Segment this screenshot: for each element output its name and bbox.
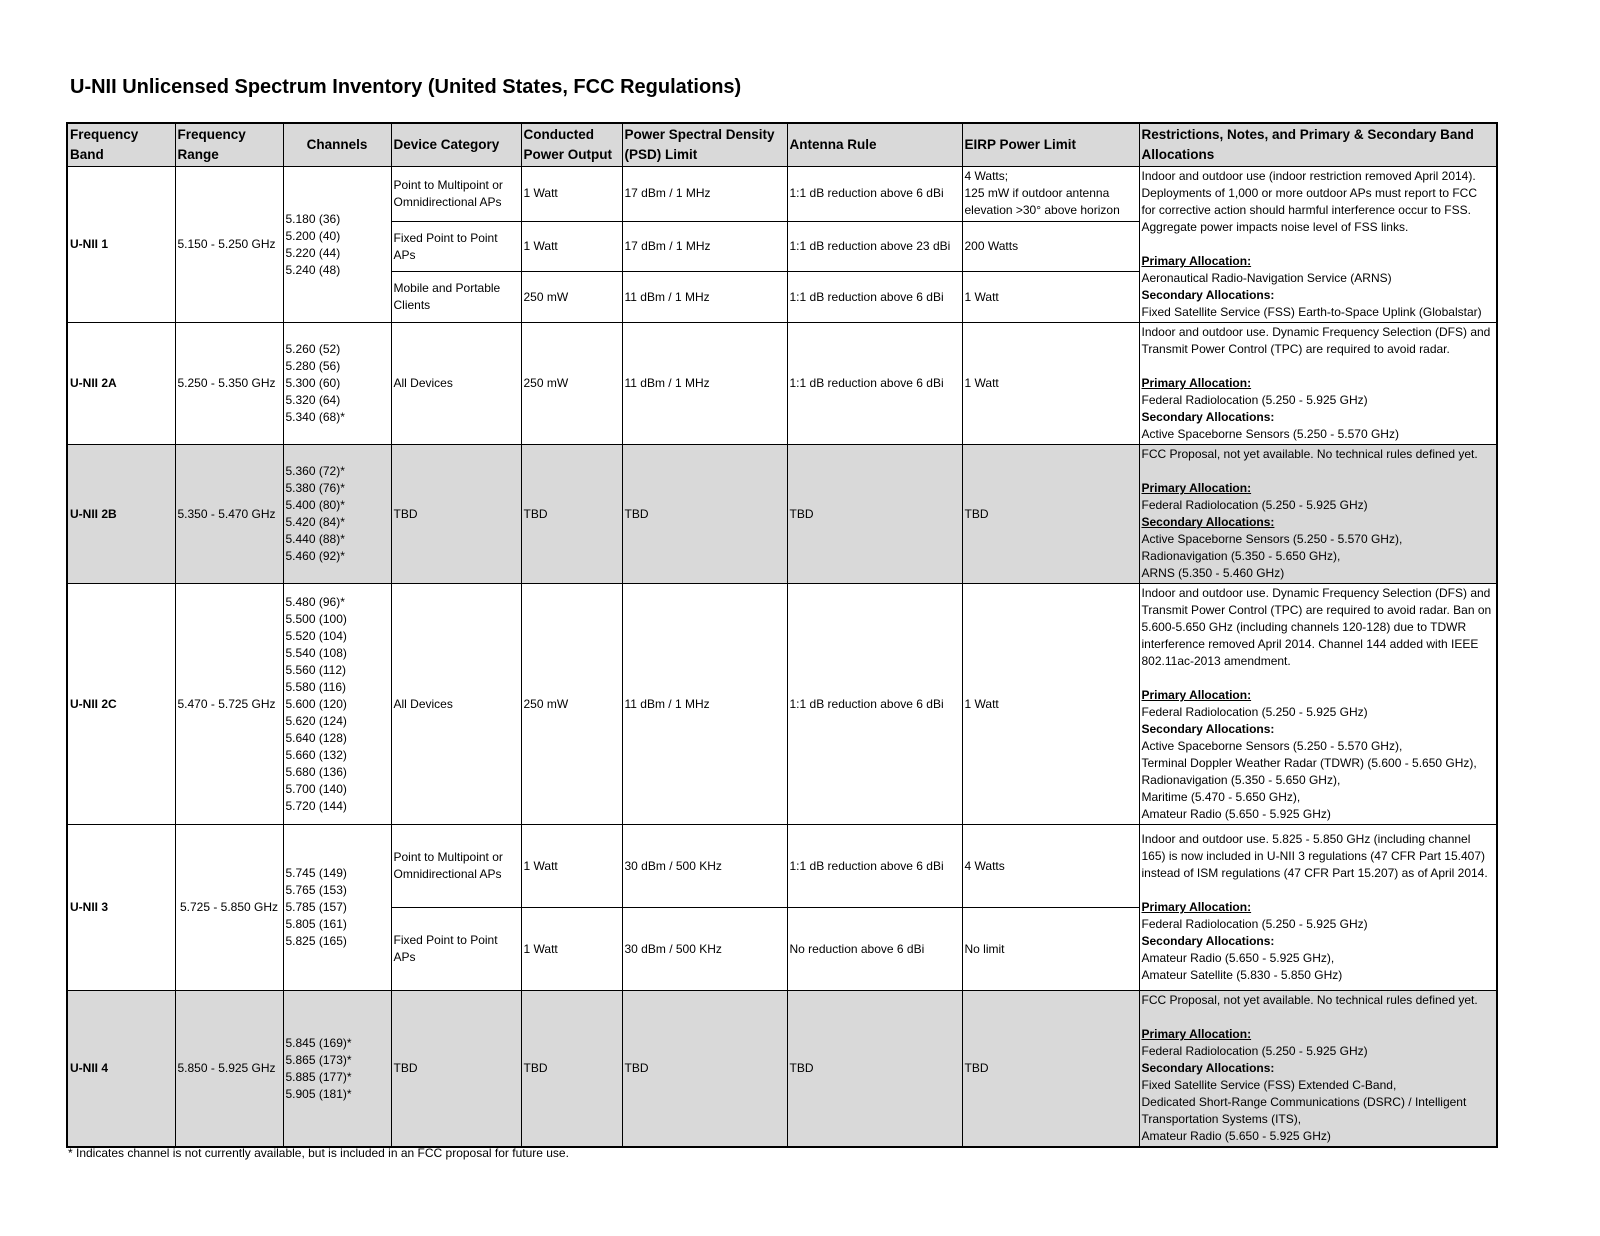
device-cell: TBD [391,991,521,1148]
device-cell: Point to Multipoint or Omnidirectional APs [391,825,521,908]
power-cell: 250 mW [521,272,622,323]
notes-cell [1139,825,1497,991]
channel-item: 5.280 (56) [285,359,341,373]
table-row [67,584,1497,825]
eirp-cell: 1 Watt [962,584,1139,825]
channels-cell [283,825,391,991]
channel-item: 5.765 (153) [285,883,347,897]
band-cell: U-NII 4 [67,991,175,1148]
table-row [67,991,1497,1148]
channels-cell [283,167,391,323]
channel-item: 5.500 (100) [285,611,347,626]
footnote: * Indicates channel is not currently available, but is included in an FCC proposal for future use. [68,1146,569,1160]
header-restrictions-notes: Restrictions, Notes, and Primary & Secondary Band Allocations [1139,123,1497,167]
eirp-cell: 200 Watts [962,221,1139,272]
channel-item: 5.600 (120) [285,696,347,711]
primary-allocation-item: Federal Radiolocation (5.250 - 5.925 GHz) [1141,393,1368,407]
notes-cell [1139,584,1497,825]
secondary-allocation-label: Secondary Allocations: [1141,288,1275,302]
channel-item: 5.865 (173)* [285,1052,352,1067]
eirp-line: 4 Watts; [964,169,1009,184]
power-cell: 250 mW [521,584,622,825]
device-cell: All Devices [391,323,521,445]
primary-allocation-item: Federal Radiolocation (5.250 - 5.925 GHz) [1141,917,1368,931]
antenna-cell: No reduction above 6 dBi [787,908,962,991]
secondary-allocation-item: Radionavigation (5.350 - 5.650 GHz), [1141,549,1341,563]
primary-allocation-item: Federal Radiolocation (5.250 - 5.925 GHz) [1141,498,1368,512]
channel-item: 5.220 (44) [285,245,341,260]
channel-item: 5.240 (48) [285,262,341,277]
band-cell: U-NII 3 [67,825,175,991]
table-row [67,167,1497,222]
band-cell: U-NII 2A [67,323,175,445]
secondary-allocation-item: Dedicated Short-Range Communications (DSRC) / Intelligent Transportation Systems (ITS), [1141,1095,1467,1126]
channel-item: 5.520 (104) [285,628,347,643]
notes-text: Indoor and outdoor use. 5.825 - 5.850 GHz (including channel 165) is now included in U-NII 3 regulations (47 CFR Part 15.407) instead of ISM regulations (47 CFR Part 15.207) as of April 2014. [1141,832,1488,880]
secondary-allocation-item: ARNS (5.350 - 5.460 GHz) [1141,566,1285,580]
channel-item: 5.620 (124) [285,713,347,728]
range-cell: 5.350 - 5.470 GHz [175,445,283,584]
psd-cell: 30 dBm / 500 KHz [622,825,787,908]
power-cell: TBD [521,991,622,1148]
psd-cell: TBD [622,991,787,1148]
header-channels: Channels [283,123,391,167]
header-frequency-band: Frequency Band [67,123,175,167]
channel-item: 5.745 (149) [285,866,347,880]
secondary-allocation-item: Active Spaceborne Sensors (5.250 - 5.570 GHz), [1141,739,1403,753]
channels-cell [283,991,391,1148]
channel-item: 5.845 (169)* [285,1035,352,1050]
header-eirp-limit: EIRP Power Limit [962,123,1139,167]
psd-cell: 30 dBm / 500 KHz [622,908,787,991]
primary-allocation-item: Federal Radiolocation (5.250 - 5.925 GHz) [1141,1044,1368,1058]
channel-item: 5.460 (92)* [285,549,345,563]
antenna-cell: 1:1 dB reduction above 6 dBi [787,323,962,445]
header-conducted-power: Conducted Power Output [521,123,622,167]
channel-item: 5.320 (64) [285,393,341,407]
channel-item: 5.200 (40) [285,228,341,243]
antenna-cell: TBD [787,445,962,584]
power-cell: 1 Watt [521,825,622,908]
range-cell: 5.150 - 5.250 GHz [175,167,283,323]
secondary-allocation-item: Amateur Radio (5.650 - 5.925 GHz) [1141,1129,1331,1143]
range-cell: 5.850 - 5.925 GHz [175,991,283,1148]
secondary-allocation-item: Amateur Radio (5.650 - 5.925 GHz) [1141,807,1331,821]
antenna-cell: TBD [787,991,962,1148]
antenna-cell: 1:1 dB reduction above 23 dBi [787,221,962,272]
power-cell: 1 Watt [521,167,622,222]
channel-item: 5.260 (52) [285,342,341,356]
channel-item: 5.700 (140) [285,781,347,796]
secondary-allocation-item: Radionavigation (5.350 - 5.650 GHz), [1141,773,1341,787]
psd-cell: 17 dBm / 1 MHz [622,167,787,222]
channel-item: 5.885 (177)* [285,1069,352,1084]
header-antenna-rule: Antenna Rule [787,123,962,167]
channel-item: 5.300 (60) [285,376,341,390]
primary-allocation-label: Primary Allocation: [1141,688,1252,702]
header-frequency-range: Frequency Range [175,123,283,167]
primary-allocation-label: Primary Allocation: [1141,1027,1252,1041]
power-cell: 1 Watt [521,908,622,991]
notes-text: Indoor and outdoor use. Dynamic Frequency Selection (DFS) and Transmit Power Control (TPC) are required to avoid radar. [1141,325,1491,356]
notes-cell [1139,323,1497,445]
primary-allocation-label: Primary Allocation: [1141,900,1252,914]
channel-item: 5.825 (165) [285,934,347,948]
channel-item: 5.720 (144) [285,798,347,813]
channel-item: 5.400 (80)* [285,498,345,512]
channel-item: 5.380 (76)* [285,481,345,495]
channel-item: 5.540 (108) [285,645,347,660]
band-cell: U-NII 1 [67,167,175,323]
antenna-cell: 1:1 dB reduction above 6 dBi [787,584,962,825]
device-cell: Mobile and Portable Clients [391,272,521,323]
device-cell: All Devices [391,584,521,825]
device-cell: Fixed Point to Point APs [391,221,521,272]
header-row [67,123,1497,167]
power-cell: TBD [521,445,622,584]
power-cell: 1 Watt [521,221,622,272]
device-cell: Fixed Point to Point APs [391,908,521,991]
secondary-allocation-label: Secondary Allocations: [1141,934,1275,948]
table-row [67,825,1497,908]
channel-item: 5.480 (96)* [285,594,345,609]
channel-item: 5.580 (116) [285,679,346,694]
band-cell: U-NII 2B [67,445,175,584]
antenna-cell: 1:1 dB reduction above 6 dBi [787,272,962,323]
psd-cell: 11 dBm / 1 MHz [622,584,787,825]
notes-text: Indoor and outdoor use. Dynamic Frequency Selection (DFS) and Transmit Power Control (TPC) are required to avoid radar. Ban on 5.600-5.650 GHz (including channels 120-128) due to TDWR interference removed April 2014. Channel 144 added with IEEE 802.11ac-2013 amendment. [1141,586,1492,668]
psd-cell: TBD [622,445,787,584]
primary-allocation-label: Primary Allocation: [1141,481,1252,495]
channels-cell [283,445,391,584]
notes-cell [1139,445,1497,584]
channel-item: 5.905 (181)* [285,1086,352,1101]
range-cell: 5.725 - 5.850 GHz [175,825,283,991]
band-cell: U-NII 2C [67,584,175,825]
secondary-allocation-item: Active Spaceborne Sensors (5.250 - 5.570 GHz) [1141,427,1399,441]
eirp-cell: TBD [962,445,1139,584]
eirp-cell: 1 Watt [962,323,1139,445]
header-device-category: Device Category [391,123,521,167]
device-cell: Point to Multipoint or Omnidirectional APs [391,167,521,222]
range-cell: 5.470 - 5.725 GHz [175,584,283,825]
eirp-cell: TBD [962,991,1139,1148]
psd-cell: 11 dBm / 1 MHz [622,323,787,445]
secondary-allocation-item: Amateur Satellite (5.830 - 5.850 GHz) [1141,968,1343,982]
channel-item: 5.420 (84)* [285,515,345,529]
eirp-line: elevation >30° above horizon [964,203,1120,218]
channel-item: 5.805 (161) [285,917,347,931]
channel-item: 5.440 (88)* [285,532,345,546]
primary-allocation-label: Primary Allocation: [1141,376,1252,390]
secondary-allocation-item: Fixed Satellite Service (FSS) Earth-to-Space Uplink (Globalstar) [1141,305,1482,319]
eirp-cell [962,167,1139,222]
spectrum-inventory-table [66,122,1498,1148]
notes-text: FCC Proposal, not yet available. No technical rules defined yet. [1141,447,1478,461]
eirp-cell: 1 Watt [962,272,1139,323]
antenna-cell: 1:1 dB reduction above 6 dBi [787,167,962,222]
channel-item: 5.785 (157) [285,900,347,914]
notes-text: FCC Proposal, not yet available. No technical rules defined yet. [1141,993,1478,1007]
primary-allocation-item: Aeronautical Radio-Navigation Service (ARNS) [1141,271,1392,285]
page-title: U-NII Unlicensed Spectrum Inventory (United States, FCC Regulations) [70,76,742,98]
channel-item: 5.560 (112) [285,662,346,677]
psd-cell: 11 dBm / 1 MHz [622,272,787,323]
secondary-allocation-item: Active Spaceborne Sensors (5.250 - 5.570 GHz), [1141,532,1403,546]
notes-cell [1139,167,1497,323]
secondary-allocation-item: Amateur Radio (5.650 - 5.925 GHz), [1141,951,1335,965]
secondary-allocation-label: Secondary Allocations: [1141,1061,1275,1075]
header-psd-limit: Power Spectral Density (PSD) Limit [622,123,787,167]
antenna-cell: 1:1 dB reduction above 6 dBi [787,825,962,908]
table-row [67,323,1497,445]
secondary-allocation-label: Secondary Allocations: [1141,410,1275,424]
eirp-cell: 4 Watts [962,825,1139,908]
primary-allocation-label: Primary Allocation: [1141,254,1252,268]
notes-text: Indoor and outdoor use (indoor restriction removed April 2014). Deployments of 1,000 or more outdoor APs must report to FCC for corrective action should harmful interference occur to FSS. Aggregate power impacts noise level of FSS links. [1141,169,1477,234]
eirp-line: 125 mW if outdoor antenna [964,186,1110,201]
secondary-allocation-item: Maritime (5.470 - 5.650 GHz), [1141,790,1301,804]
channel-item: 5.660 (132) [285,747,347,762]
channels-cell [283,323,391,445]
channel-item: 5.640 (128) [285,730,347,745]
notes-cell [1139,991,1497,1148]
channel-item: 5.360 (72)* [285,464,345,478]
table-row [67,445,1497,584]
power-cell: 250 mW [521,323,622,445]
eirp-cell: No limit [962,908,1139,991]
channel-item: 5.340 (68)* [285,410,345,424]
channels-cell [283,584,391,825]
range-cell: 5.250 - 5.350 GHz [175,323,283,445]
secondary-allocation-label: Secondary Allocations: [1141,722,1275,736]
psd-cell: 17 dBm / 1 MHz [622,221,787,272]
channel-item: 5.180 (36) [285,211,341,226]
primary-allocation-item: Federal Radiolocation (5.250 - 5.925 GHz) [1141,705,1368,719]
secondary-allocation-item: Fixed Satellite Service (FSS) Extended C-Band, [1141,1078,1397,1092]
secondary-allocation-item: Terminal Doppler Weather Radar (TDWR) (5.600 - 5.650 GHz), [1141,756,1477,770]
device-cell: TBD [391,445,521,584]
secondary-allocation-label: Secondary Allocations: [1141,515,1275,529]
channel-item: 5.680 (136) [285,764,347,779]
